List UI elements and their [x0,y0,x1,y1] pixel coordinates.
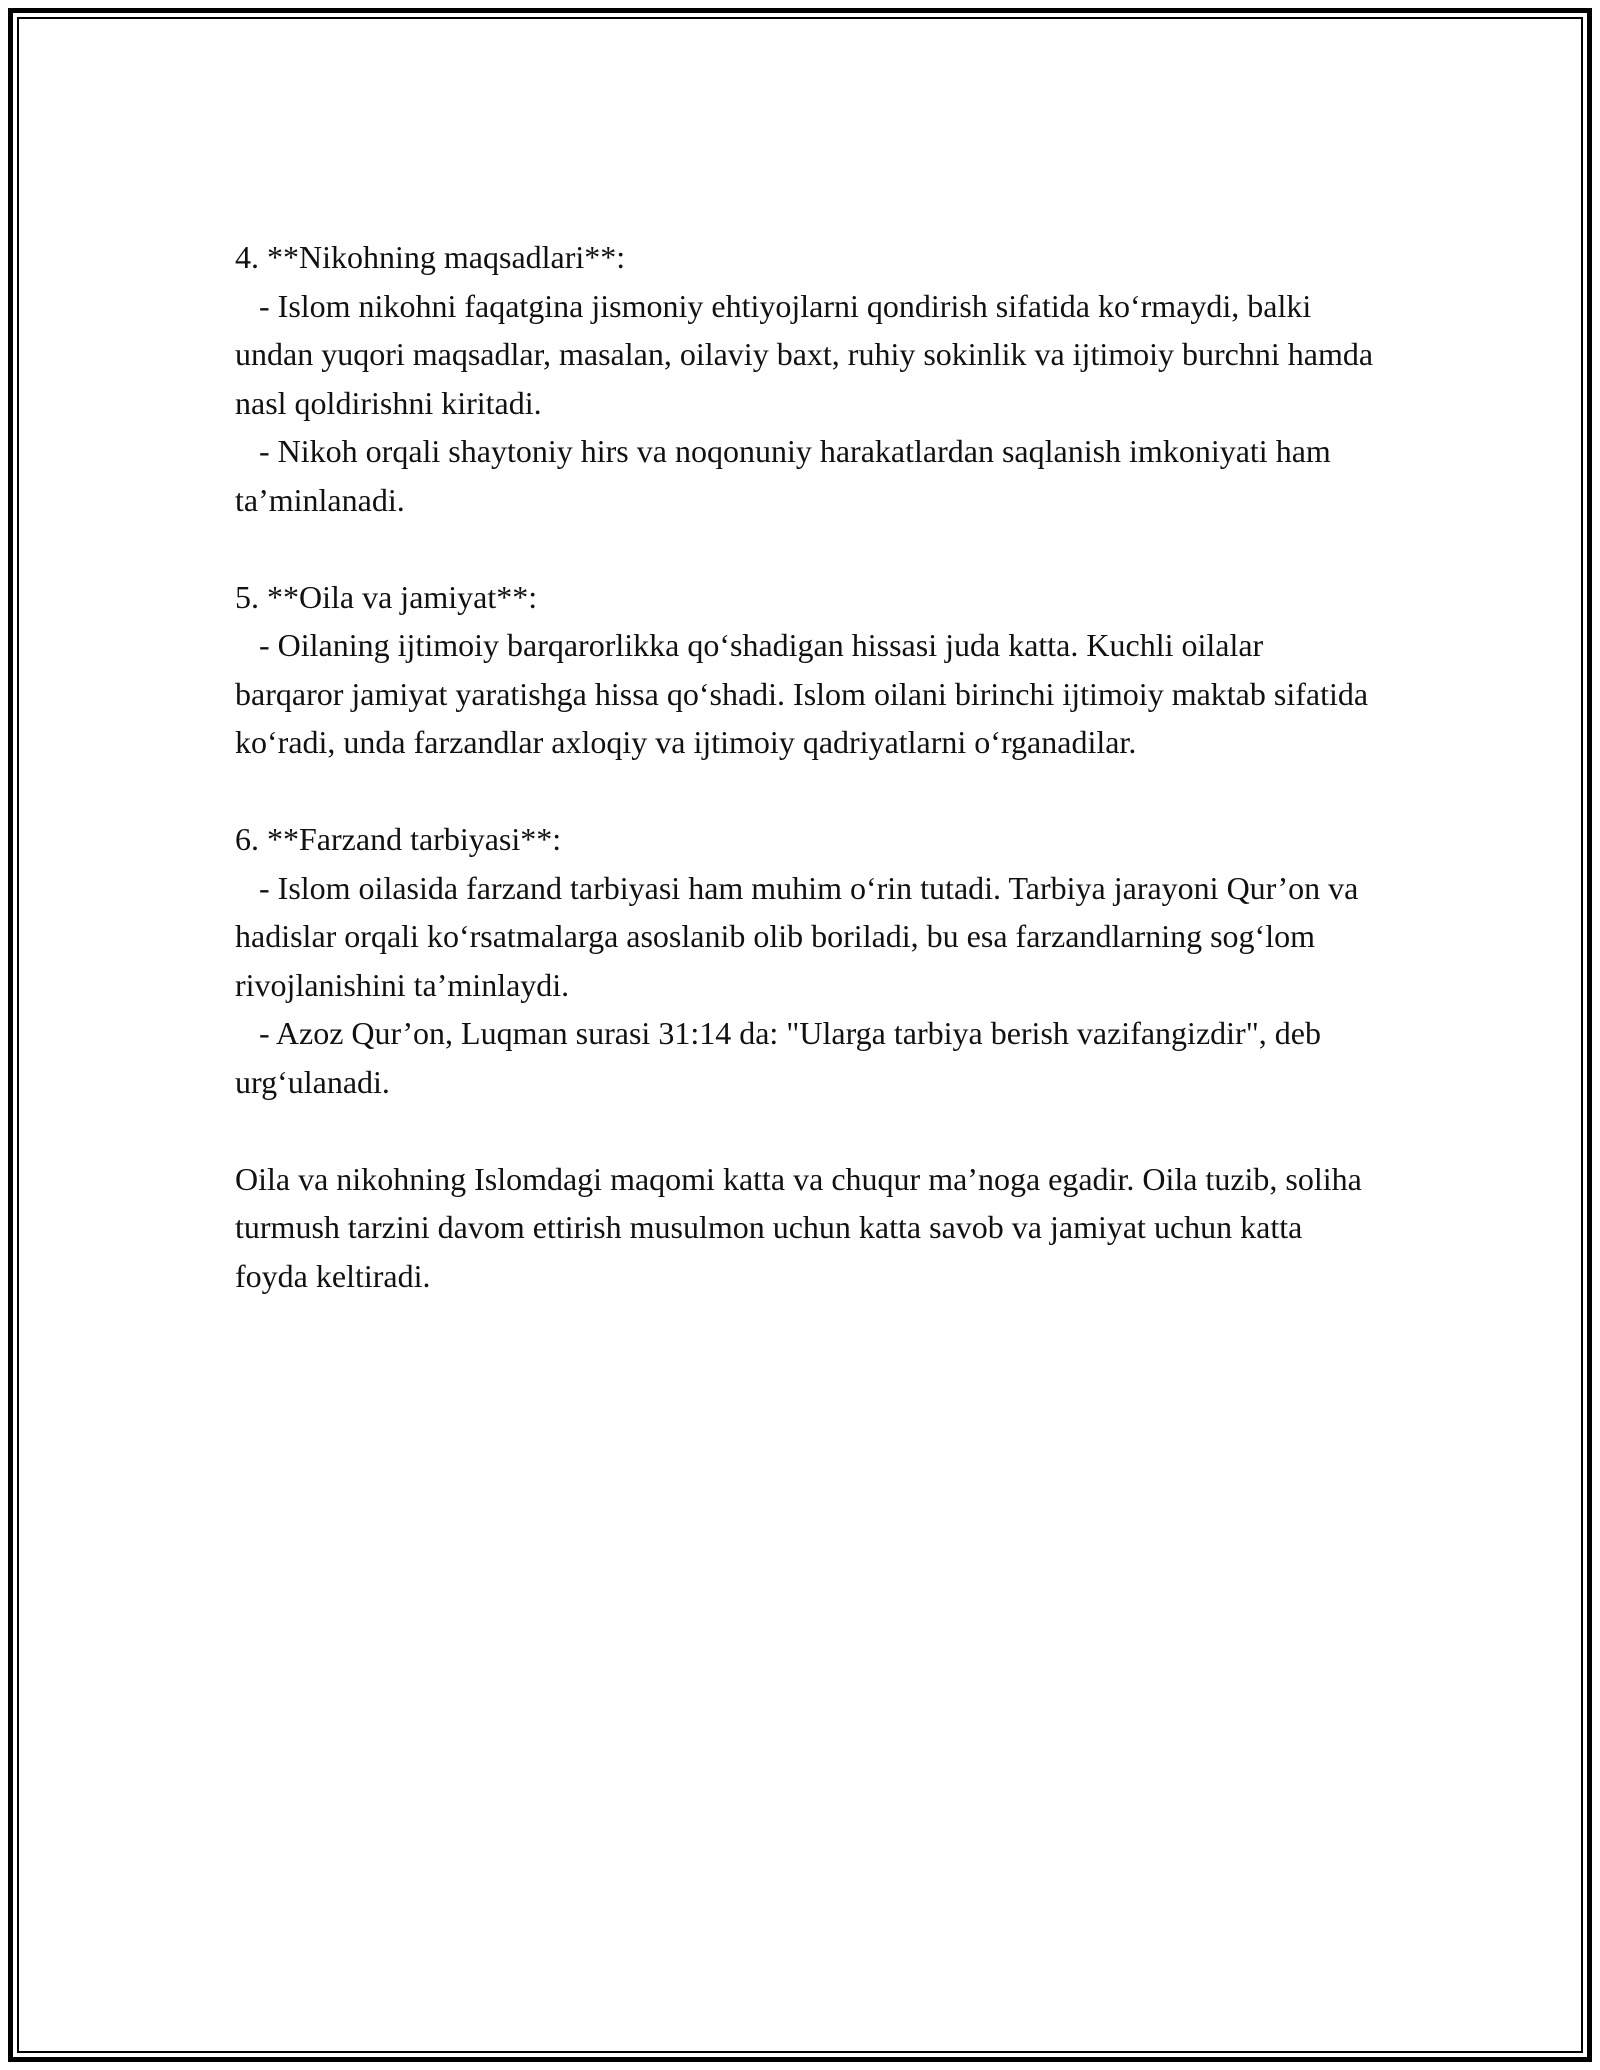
conclusion-paragraph: Oila va nikohning Islomdagi maqomi katta va chuqur ma’noga egadir. Oila tuzib, soliha turmush tarzini davom ettirish musulmon uchun katta savob va jamiyat uchun katta foyda keltiradi. [235,1160,1370,1294]
section-4-heading: 4. **Nikohning maqsadlari**: [235,239,626,275]
paragraph-spacer [235,1106,1375,1155]
paragraph-spacer [235,524,1375,573]
section-4-item-1: - Islom nikohni faqatgina jismoniy ehtiyojlarni qondirish sifatida ko‘rmaydi, balki undan yuqori maqsadlar, masalan, oilaviy baxt, ruhiy sokinlik va ijtimoiy burchni hamda nasl qoldirishni kiritadi. [235,287,1382,421]
document-body [235,233,1382,1300]
section-5-item-1: - Oilaning ijtimoiy barqarorlikka qo‘shadigan hissasi juda katta. Kuchli oilalar barqaror jamiyat yaratishga hissa qo‘shadi. Islom oilani birinchi ijtimoiy maktab sifatida ko‘radi, unda farzandlar axloqiy va ijtimoiy qadriyatlarni o‘rganadilar. [235,627,1377,760]
paragraph-spacer [235,767,1375,816]
section-6-heading: 6. **Farzand tarbiyasi**: [235,821,562,857]
section-5-heading: 5. **Oila va jamiyat**: [235,578,538,615]
section-6-item-1: - Islom oilasida farzand tarbiyasi ham muhim o‘rin tutadi. Tarbiya jarayoni Qur’on va hadislar orqali ko‘rsatmalarga asoslanib olib boriladi, bu esa farzandlarning sog‘lom rivojlanishini ta’minlaydi. [235,869,1367,1003]
section-4-item-2: - Nikoh orqali shaytoniy hirs va noqonuniy harakatlardan saqlanish imkoniyati ham ta’minlanadi. [235,433,1339,518]
section-6-item-2: - Azoz Qur’on, Luqman surasi 31:14 da: "Ularga tarbiya berish vazifangizdir", deb urg‘ulanadi. [235,1015,1329,1100]
